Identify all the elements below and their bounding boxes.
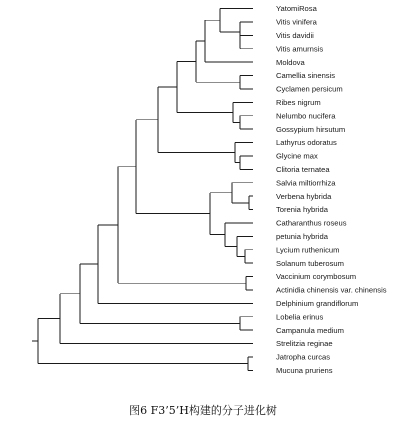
leaf-label: Torenia hybrida — [276, 205, 328, 215]
leaf-label: Verbena hybrida — [276, 191, 332, 201]
leaf-label: Vaccinium corymbosum — [276, 272, 357, 282]
leaf-label: Ribes nigrum — [276, 98, 321, 107]
leaf-label: Moldova — [276, 57, 305, 67]
figure-caption — [0, 402, 406, 418]
leaf-label: Salvia miltiorrhiza — [276, 178, 336, 188]
leaf-label: Delphinium grandiflorum — [276, 299, 359, 308]
leaf-label: Lathyrus odoratus — [276, 138, 337, 148]
leaf-label: Vitis vinifera — [276, 17, 317, 27]
leaf-label: Catharanthus roseus — [276, 218, 347, 228]
leaf-label: Clitoria ternatea — [276, 165, 330, 174]
leaf-label: petunia hybrida — [276, 232, 328, 241]
leaf-label: Vitis amurnsis — [276, 44, 324, 54]
leaf-label: Jatropha curcas — [276, 352, 331, 362]
leaf-label: Vitis davidii — [276, 31, 314, 40]
leaf-label: Nelumbo nucifera — [276, 111, 336, 121]
leaf-label: Cyclamen persicum — [276, 84, 343, 94]
leaf-label: Glycine max — [276, 151, 318, 161]
figure-number: 图6 — [129, 404, 148, 417]
leaf-label: Mucuna pruriens — [276, 366, 333, 375]
tree-branches — [32, 9, 253, 371]
tree-leaf-labels — [276, 4, 387, 375]
leaf-label: Campanula medium — [276, 325, 344, 335]
leaf-label: Gossypium hirsutum — [276, 124, 346, 134]
figure-title: F3’5’H构建的分子进化树 — [150, 404, 277, 417]
leaf-label: Lycium ruthenicum — [276, 245, 340, 255]
leaf-label: Strelitzia reginae — [276, 339, 333, 349]
leaf-label: Lobelia erinus — [276, 312, 324, 322]
leaf-label: Actinidia chinensis var. chinensis — [276, 285, 387, 295]
leaf-label: Solanum tuberosum — [276, 258, 344, 268]
leaf-label: Camellia sinensis — [276, 71, 336, 81]
leaf-label: YatomiRosa — [276, 4, 317, 14]
